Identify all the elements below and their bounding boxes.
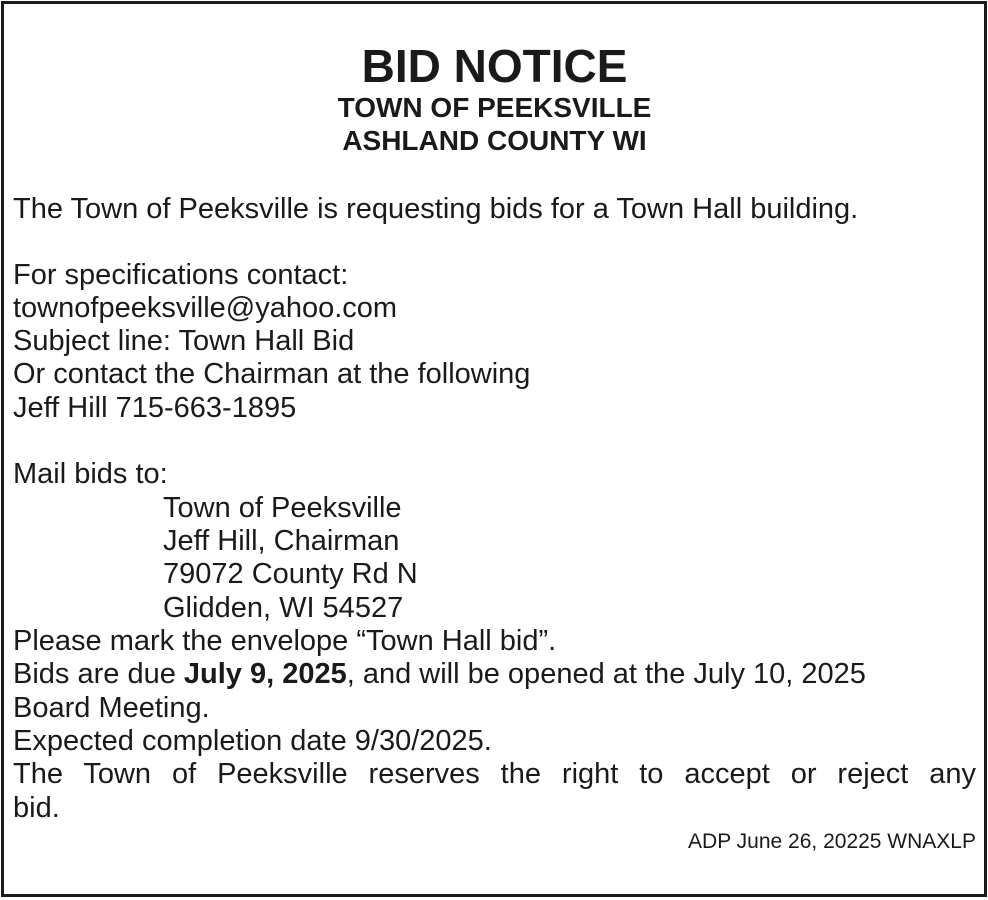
board-meeting-line: Board Meeting. — [13, 692, 210, 724]
notice-title: BID NOTICE — [361, 40, 628, 92]
address-line: Town of Peeksville — [163, 492, 402, 524]
publication-footer: ADP June 26, 20225 WNAXLP — [688, 830, 976, 853]
due-date-text — [13, 657, 866, 691]
address-line: Glidden, WI 54527 — [163, 592, 404, 624]
mail-heading: Mail bids to: — [13, 458, 168, 490]
due-date-line — [13, 657, 976, 691]
completion-line: Expected completion date 9/30/2025. — [13, 725, 492, 757]
address-line: Jeff Hill, Chairman — [163, 525, 400, 557]
notice-subtitle-town: TOWN OF PEEKSVILLE — [337, 92, 652, 123]
due-date: July 9, 2025 — [183, 658, 347, 690]
notice-body — [13, 4, 976, 894]
notice-border — [1, 1, 987, 897]
reserve-line: The Town of Peeksville reserves the right to accept or reject any — [13, 758, 976, 790]
envelope-instruction: Please mark the envelope “Town Hall bid”. — [13, 625, 557, 657]
subject-line: Subject line: Town Hall Bid — [13, 325, 355, 357]
specs-heading: For specifications contact: — [13, 259, 349, 291]
reserve-line-end: bid. — [13, 792, 60, 824]
chairman-line: Or contact the Chairman at the following — [13, 358, 531, 390]
address-line: 79072 County Rd N — [163, 558, 418, 590]
notice-subtitle-county: ASHLAND COUNTY WI — [342, 125, 647, 156]
due-prefix: Bids are due — [13, 658, 184, 690]
intro-text: The Town of Peeksville is requesting bids for a Town Hall building. — [13, 193, 859, 225]
contact-email: townofpeeksville@yahoo.com — [13, 292, 398, 324]
due-suffix: , and will be opened at the July 10, 2025 — [346, 658, 866, 690]
phone-line: Jeff Hill 715-663-1895 — [13, 392, 297, 424]
